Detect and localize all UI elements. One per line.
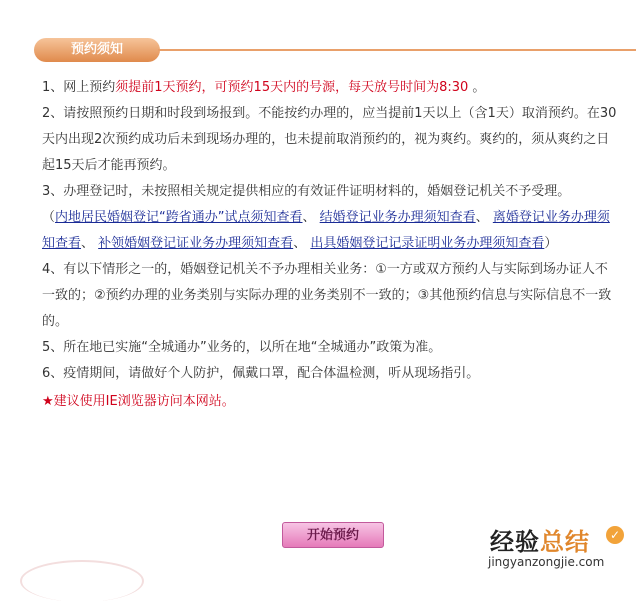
watermark-title-a: 经验: [490, 528, 540, 556]
link-separator: 、: [81, 236, 95, 251]
link-separator: 、: [475, 210, 489, 225]
ribbon-decoration: [300, 0, 334, 8]
paren-open: （: [42, 210, 56, 225]
check-icon: ✓: [606, 526, 624, 544]
paren-close: ）: [544, 236, 558, 251]
link-marriage-notice[interactable]: 结婚登记业务办理须知查看: [319, 210, 476, 225]
notice-item-3-links: [42, 205, 620, 257]
star-icon: ★: [42, 394, 54, 409]
notice-item-1: [42, 75, 620, 101]
notice-item-6: 6、疫情期间，请做好个人防护，佩戴口罩，配合体温检测，听从现场指引。: [42, 366, 480, 381]
notice-item-4: 4、有以下情形之一的，婚姻登记机关不予办理相关业务：①一方或双方预约人与实际到场办证人不一致的；②预约办理的业务类别与实际办理的业务类别不一致的；③其他预约信息与实际信息不一致的。: [42, 262, 612, 329]
browser-tip: [42, 389, 620, 415]
start-appointment-button[interactable]: 开始预约: [282, 522, 384, 548]
watermark-title-b: 总结: [540, 528, 590, 556]
header-divider: [158, 49, 636, 51]
link-divorce-notice[interactable]: 离婚登记业务办理须知查看: [42, 210, 610, 251]
watermark-url: jingyanzongjie.com: [488, 555, 605, 569]
watermark-title: [490, 522, 590, 557]
notice-item-1-prefix: 1、网上预约: [42, 80, 116, 95]
notice-title: 预约须知: [34, 38, 160, 62]
browser-tip-text: 建议使用IE浏览器访问本网站。: [53, 394, 235, 409]
notice-list: [42, 75, 620, 415]
notice-item-5: 5、所在地已实施“全城通办”业务的，以所在地“全城通办”政策为准。: [42, 340, 442, 355]
section-header: [0, 38, 636, 62]
link-separator: 、: [293, 236, 307, 251]
link-reissue-certificate-notice[interactable]: 补领婚姻登记证业务办理须知查看: [98, 236, 294, 251]
notice-item-1-highlight: 须提前1天预约，可预约15天内的号源，每天放号时间为8:30: [115, 80, 469, 95]
notice-item-3: 3、办理登记时，未按照相关规定提供相应的有效证件证明材料的，婚姻登记机关不予受理。: [42, 184, 571, 199]
notice-item-1-suffix: 。: [468, 80, 486, 95]
link-cross-province-notice[interactable]: 内地居民婚姻登记“跨省通办”试点须知查看: [55, 210, 303, 225]
link-record-certificate-notice[interactable]: 出具婚姻登记记录证明业务办理须知查看: [310, 236, 545, 251]
notice-item-2: 2、请按照预约日期和时段到场报到。不能按约办理的，应当提前1天以上（含1天）取消预约。在30天内出现2次预约成功后未到现场办理的，也未提前取消预约的，视为爽约。爽约的，须从爽约之日起15天后才能再预约。: [42, 106, 617, 173]
decorative-arc: [20, 560, 144, 602]
link-separator: 、: [302, 210, 316, 225]
watermark: [486, 522, 626, 572]
